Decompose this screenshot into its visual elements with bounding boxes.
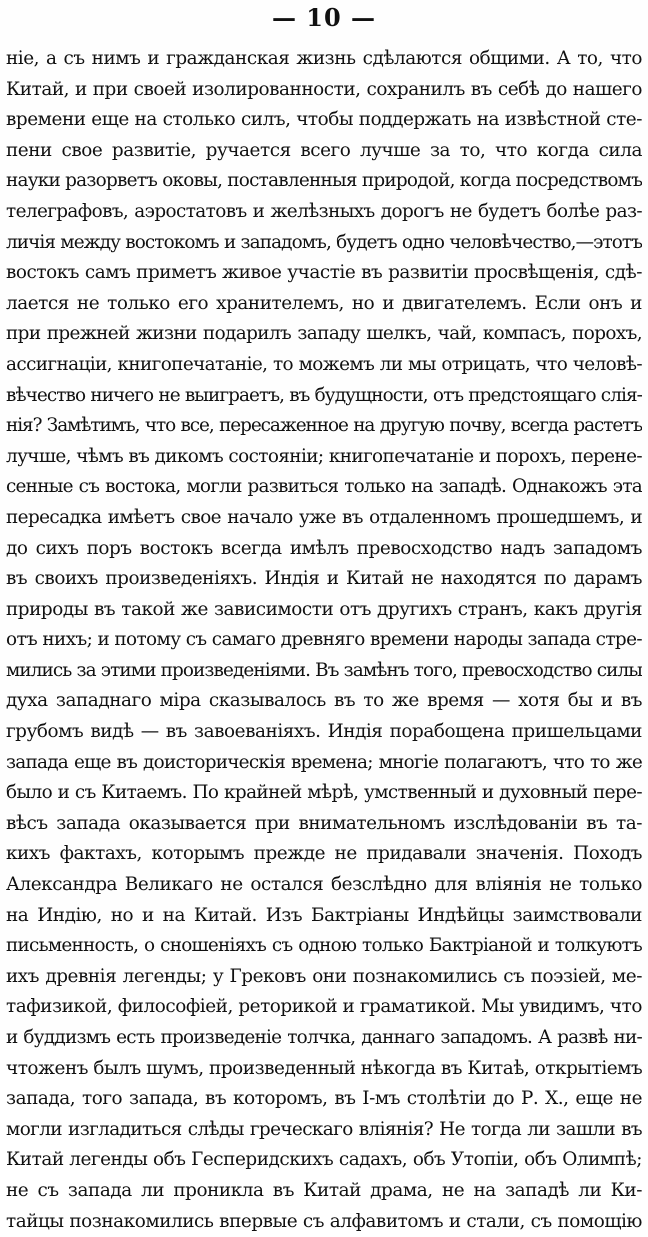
text-line: востокъ самъ приметъ живое участіе въ развитіи просвѣщенія, сдѣ-	[6, 262, 642, 284]
text-line: чтоженъ былъ шумъ, произведенный нѣкогда въ Китаѣ, открытіемъ	[6, 1057, 642, 1079]
text-line: письменность, о сношеніяхъ съ одною только Бактріаной и толкуютъ	[6, 935, 642, 957]
text-line: запада еще въ доисторическія времена; многіе полагаютъ, что то же	[6, 751, 642, 773]
text-line: кихъ фактахъ, которымъ прежде не придавали значенія. Походъ	[6, 843, 642, 865]
text-line: Александра Великаго не остался безслѣдно для вліянія не только	[6, 874, 642, 896]
text-line: запада, того запада, въ которомъ, въ І-мъ столѣтіи до Р. X., еще не	[6, 1088, 642, 1110]
text-line: было и съ Китаемъ. По крайней мѣрѣ, умственный и духовный пере-	[6, 782, 642, 804]
text-line: телеграфовъ, аэростатовъ и желѣзныхъ дорогъ не будетъ болѣе раз-	[6, 200, 642, 222]
text-line: мились за этими произведеніями. Въ замѣнъ того, превосходство силы	[6, 659, 642, 681]
text-line: сенные съ востока, могли развиться только на западѣ. Однакожъ эта	[6, 476, 642, 498]
text-line: Китай, и при своей изолированности, сохранилъ въ себѣ до нашего	[6, 78, 642, 100]
text-line: тайцы познакомились впервые съ алфавитомъ и стали, съ помощію	[6, 1210, 642, 1232]
page-number: — 10 —	[271, 3, 377, 32]
text-line: лается не только его хранителемъ, но и двигателемъ. Если онъ и	[6, 292, 642, 314]
text-line: могли изгладиться слѣды греческаго вліянія? Не тогда ли зашли въ	[6, 1118, 642, 1140]
text-line: личія между востокомъ и западомъ, будетъ одно человѣчество,—этотъ	[6, 231, 642, 253]
text-line: до сихъ поръ востокъ всегда имѣлъ превосходство надъ западомъ	[6, 537, 642, 559]
text-line: ассигнаціи, книгопечатаніе, то можемъ ли мы отрицать, что человѣ-	[6, 353, 642, 375]
text-line: духа западнаго міра сказывалось въ то же время — хотя бы и въ	[6, 690, 642, 712]
text-line: пересадка имѣетъ свое начало уже въ отдаленномъ прошедшемъ, и	[6, 506, 642, 528]
text-line: отъ нихъ; и потому съ самаго древняго времени народы запада стре-	[6, 629, 642, 651]
text-line: грубомъ видѣ — въ завоеваніяхъ. Индія порабощена пришельцами	[6, 721, 642, 743]
text-line: лучше, чѣмъ въ дикомъ состояніи; книгопечатаніе и порохъ, перене-	[6, 445, 642, 467]
text-line: ихъ древнія легенды; у Грековъ они познакомились съ поэзіей, ме-	[6, 965, 642, 987]
text-line: нія? Замѣтимъ, что все, пересаженное на другую почву, всегда растетъ	[6, 415, 642, 437]
text-line: ніе, а съ нимъ и гражданская жизнь сдѣлаются общими. А то, что	[6, 48, 642, 69]
text-line: въ своихъ произведеніяхъ. Индія и Китай не находятся по дарамъ	[6, 568, 642, 590]
text-line: природы въ такой же зависимости отъ другихъ странъ, какъ другія	[6, 598, 642, 620]
text-line: тафизикой, философіей, реторикой и граматикой. Мы увидимъ, что	[6, 996, 642, 1018]
text-line: Китай легенды объ Гесперидскихъ садахъ, объ Утопіи, объ Олимпѣ;	[6, 1149, 642, 1171]
text-line: времени еще на столько силъ, чтобы поддержать на извѣстной сте-	[6, 109, 642, 131]
text-line: вѣсъ запада оказывается при внимательномъ изслѣдованіи въ та-	[6, 812, 642, 834]
text-line: при прежней жизни подарилъ западу шелкъ, чай, компасъ, порохъ,	[6, 323, 642, 345]
text-line: науки разорветъ оковы, поставленныя природой, когда посредствомъ	[6, 170, 642, 192]
body-text	[6, 44, 642, 1237]
text-line: пени свое развитіе, ручается всего лучше за то, что когда сила	[6, 139, 642, 161]
text-line: не съ запада ли проникла въ Китай драма, не на западѣ ли Ки-	[6, 1179, 642, 1201]
text-line: на Индію, но и на Китай. Изъ Бактріаны Индѣйцы заимствовали	[6, 904, 642, 926]
text-line: вѣчество ничего не выиграетъ, въ будущности, отъ предстоящаго слія-	[6, 384, 642, 406]
text-line: и буддизмъ есть произведеніе толчка, даннаго западомъ. А развѣ ни-	[6, 1027, 642, 1048]
